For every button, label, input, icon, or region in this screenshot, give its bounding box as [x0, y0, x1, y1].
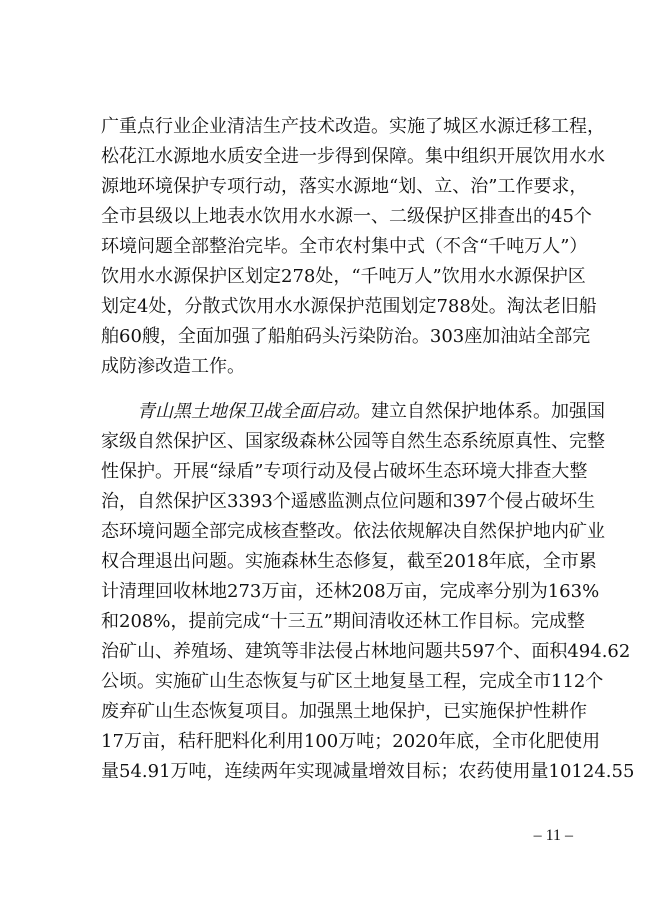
text-line: 舶60艘，全面加强了船舶码头污染防治。303座加油站全部完 [101, 326, 591, 347]
text-line: 松花江水源地水质安全进一步得到保障。集中组织开展饮用水水 [101, 146, 605, 167]
text-line: 性保护。开展“绿盾”专项行动及侵占破坏生态环境大排查大整 [101, 461, 588, 482]
text-line: 饮用水水源保护区划定278处，“千吨万人”饮用水水源保护区 [101, 266, 586, 287]
text-line: 广重点行业企业清洁生产技术改造。实施了城区水源迁移工程， [101, 116, 605, 137]
text-line: 废弃矿山生态恢复项目。加强黑土地保护，已实施保护性耕作 [101, 701, 587, 722]
text-line: 家级自然保护区、国家级森林公园等自然生态系统原真性、完整 [101, 431, 605, 452]
text-line: 公顷。实施矿山生态恢复与矿区土地复垦工程，完成全市112个 [101, 671, 604, 692]
page-number: – 11 – [533, 827, 573, 844]
text-line: 划定4处，分散式饮用水水源保护范围划定788处。淘汰老旧船 [101, 296, 597, 317]
text-line: 17万亩，秸秆肥料化利用100万吨；2020年底，全市化肥使用 [101, 731, 601, 752]
text-line: 源地环境保护专项行动，落实水源地“划、立、治”工作要求， [101, 176, 588, 197]
text-line: 成防渗改造工作。 [101, 356, 245, 377]
text-line: 治，自然保护区3393个遥感监测点位问题和397个侵占破坏生 [101, 491, 596, 512]
text-line: 计清理回收林地273万亩，还林208万亩，完成率分别为163% [101, 581, 600, 602]
text-line: 权合理退出问题。实施森林生态修复，截至2018年底，全市累 [101, 551, 597, 572]
paragraph-first-line-text: 建立自然保护地体系。加强国 [371, 401, 605, 422]
paragraph-heading: 青山黑土地保卫战全面启动。 [137, 401, 371, 422]
text-line: 和208%，提前完成“十三五”期间清收还林工作目标。完成整 [101, 611, 585, 632]
paragraph-first-line [137, 397, 605, 427]
text-line: 治矿山、养殖场、建筑等非法侵占林地问题共597个、面积494.62 [101, 641, 631, 662]
text-line: 态环境问题全部完成核查整改。依法依规解决自然保护地内矿业 [101, 521, 605, 542]
text-line: 量54.91万吨，连续两年实现减量增效目标；农药使用量10124.55 [101, 761, 635, 782]
text-line: 全市县级以上地表水饮用水水源一、二级保护区排查出的45个 [101, 206, 592, 227]
text-line: 环境问题全部整治完毕。全市农村集中式（不含“千吨万人”） [101, 236, 588, 257]
